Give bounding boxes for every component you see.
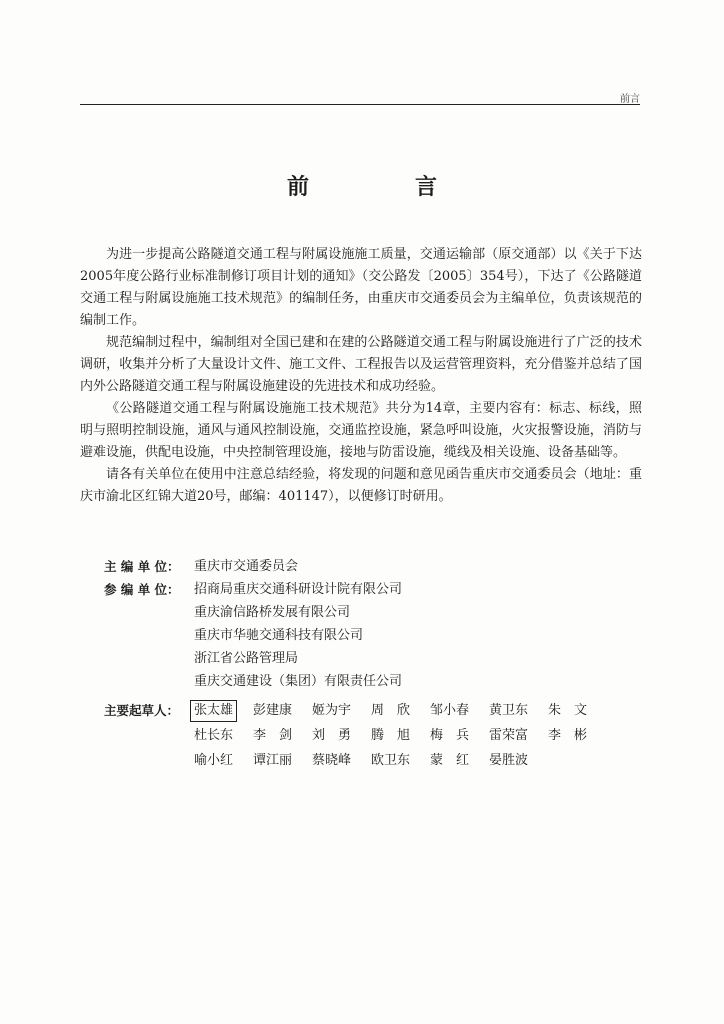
credits-block [104,555,624,772]
participating-units-label: 参 编 单 位： [104,582,180,597]
drafters-list [194,699,624,772]
drafter-name: 彭建康 [253,703,293,718]
page-title: 前 言 [286,175,479,200]
drafter-name: 蒙 红 [430,753,470,768]
drafter-name: 梅 兵 [430,728,470,743]
chief-unit-value: 重庆市交通委员会 [194,559,299,574]
drafter-name: 谭江丽 [253,753,293,768]
drafter-name: 杜长东 [194,728,234,743]
drafter-name: 周 欣 [371,703,411,718]
header-rule [80,104,640,105]
participating-units-list [194,578,624,693]
drafter-name: 刘 勇 [312,728,352,743]
drafter-name: 黄卫东 [489,703,529,718]
chief-unit-label: 主 编 单 位： [104,559,180,574]
paragraph: 《公路隧道交通工程与附属设施施工技术规范》共分为14章，主要内容有：标志、标线，照明与照明控制设施，通风与通风控制设施，交通监控设施，紧急呼叫设施，火灾报警设施，消防与避难设施，供配电设施，中央控制管理设施，接地与防雷设施，缆线及相关设施、设备基础等。 [80,401,642,460]
paragraph: 请各有关单位在使用中注意总结经验，将发现的问题和意见函告重庆市交通委员会（地址：重庆市渝北区红锦大道20号，邮编：401147），以便修订时研用。 [80,467,642,504]
participating-unit: 重庆市华驰交通科技有限公司 [194,628,364,643]
running-head: 前言 [620,94,640,105]
drafter-name: 姬为宇 [312,703,352,718]
participating-unit: 重庆渝信路桥发展有限公司 [194,605,351,620]
chief-unit-row [104,555,624,578]
participating-unit: 浙江省公路管理局 [194,651,299,666]
preface-body [80,244,642,508]
paragraph: 规范编制过程中，编制组对全国已建和在建的公路隧道交通工程与附属设施进行了广泛的技术调研，收集并分析了大量设计文件、施工文件、工程报告以及运营管理资料，充分借鉴并总结了国内外公路隧道交通工程与附属设施建设的先进技术和成功经验。 [80,335,642,394]
participating-unit: 招商局重庆交通科研设计院有限公司 [194,582,403,597]
drafter-name: 邹小春 [430,703,470,718]
drafter-name-highlighted: 张太雄 [190,700,237,722]
drafter-name: 欧卫东 [371,753,411,768]
drafter-name: 李 彬 [548,728,588,743]
drafter-name: 腾 旭 [371,728,411,743]
drafters-label: 主要起草人： [104,703,180,718]
drafter-name: 李 剑 [253,728,293,743]
drafter-name: 蔡晓峰 [312,753,352,768]
drafter-name: 喻小红 [194,753,234,768]
participating-unit: 重庆交通建设（集团）有限责任公司 [194,674,403,689]
drafter-name: 晏胜波 [489,753,529,768]
participating-units-row [104,578,624,693]
drafter-name: 朱 文 [548,703,588,718]
paragraph: 为进一步提高公路隧道交通工程与附属设施施工质量，交通运输部（原交通部）以《关于下达2005年度公路行业标准制修订项目计划的通知》（交公路发〔2005〕354号），下达了《公路隧道交通工程与附属设施施工技术规范》的编制任务，由重庆市交通委员会为主编单位，负责该规范的编制工作。 [80,247,642,328]
drafters-row [104,699,624,772]
drafter-name: 雷荣富 [489,728,529,743]
